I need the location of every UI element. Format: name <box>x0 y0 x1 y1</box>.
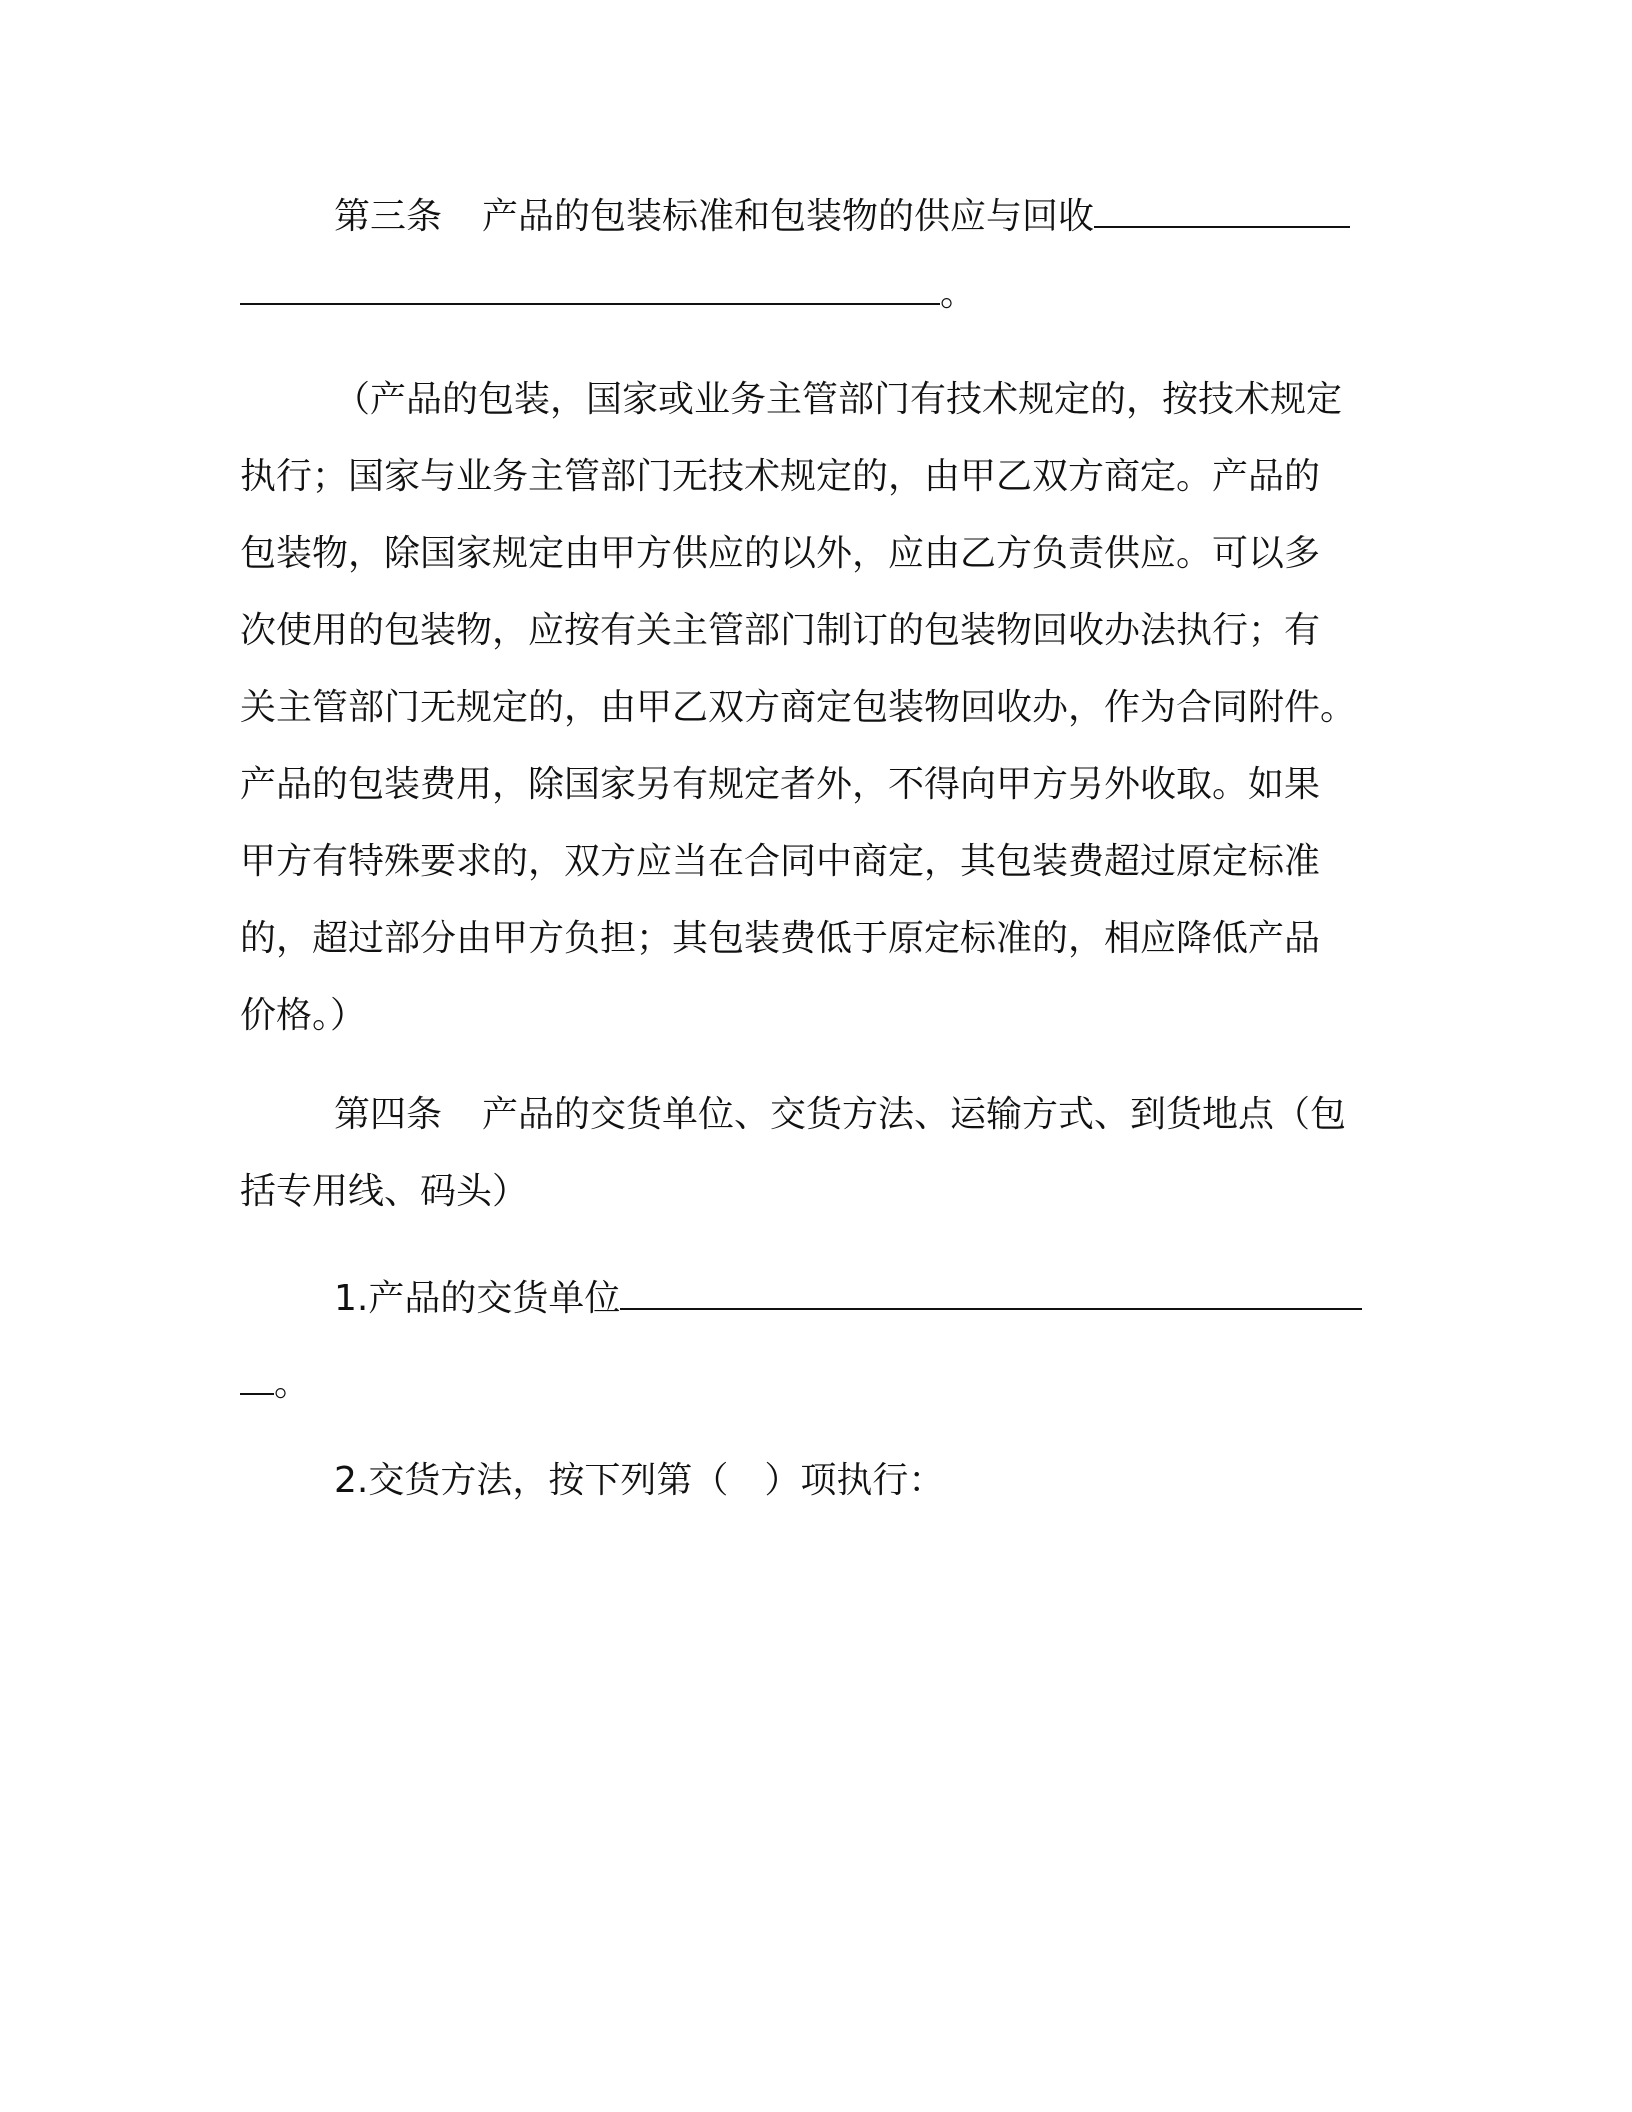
note-line-2: 执行；国家与业务主管部门无技术规定的，由甲乙双方商定。产品的 <box>240 456 1321 497</box>
note-line-3: 包装物，除国家规定由甲方供应的以外，应由乙方负责供应。可以多 <box>240 533 1321 574</box>
note-line-7: 甲方有特殊要求的，双方应当在合同中商定，其包装费超过原定标准 <box>240 841 1321 882</box>
note-line-4: 次使用的包装物，应按有关主管部门制订的包装物回收办法执行；有 <box>240 610 1321 651</box>
item1-blank-field-2[interactable] <box>240 1363 274 1395</box>
item1-continuation-line <box>240 1362 1380 1406</box>
note-line-9: 价格。） <box>240 995 367 1036</box>
article4-continuation-line: 括专用线、码头） <box>240 1171 529 1212</box>
item1-blank-field[interactable] <box>620 1278 1362 1310</box>
article3-blank-field-2[interactable] <box>240 273 940 305</box>
note-line-1: （产品的包装，国家或业务主管部门有技术规定的，按技术规定 <box>334 379 1343 420</box>
article3-end-mark: 。 <box>940 273 977 314</box>
item1-end-mark: 。 <box>274 1363 311 1404</box>
article3-title: 产品的包装标准和包装物的供应与回收 <box>482 196 1095 237</box>
article4-title: 产品的交货单位、交货方法、运输方式、到货地点（包 <box>482 1094 1347 1135</box>
item1-label: 1.产品的交货单位 <box>334 1278 621 1319</box>
note-line-5: 关主管部门无规定的，由甲乙双方商定包装物回收办，作为合同附件。 <box>240 687 1357 728</box>
article3-continuation-line <box>240 272 1380 316</box>
article4-heading-line <box>334 1093 1380 1137</box>
note-line-8: 的，超过部分由甲方负担；其包装费低于原定标准的，相应降低产品 <box>240 918 1321 959</box>
article4-number: 第四条 <box>334 1094 443 1135</box>
item2-line: 2.交货方法，按下列第（ ）项执行： <box>334 1460 945 1501</box>
article3-heading-line <box>334 195 1380 239</box>
item1-line <box>334 1277 1380 1321</box>
article3-blank-field[interactable] <box>1094 196 1350 228</box>
article3-number: 第三条 <box>334 196 443 237</box>
note-line-6: 产品的包装费用，除国家另有规定者外，不得向甲方另外收取。如果 <box>240 764 1321 805</box>
